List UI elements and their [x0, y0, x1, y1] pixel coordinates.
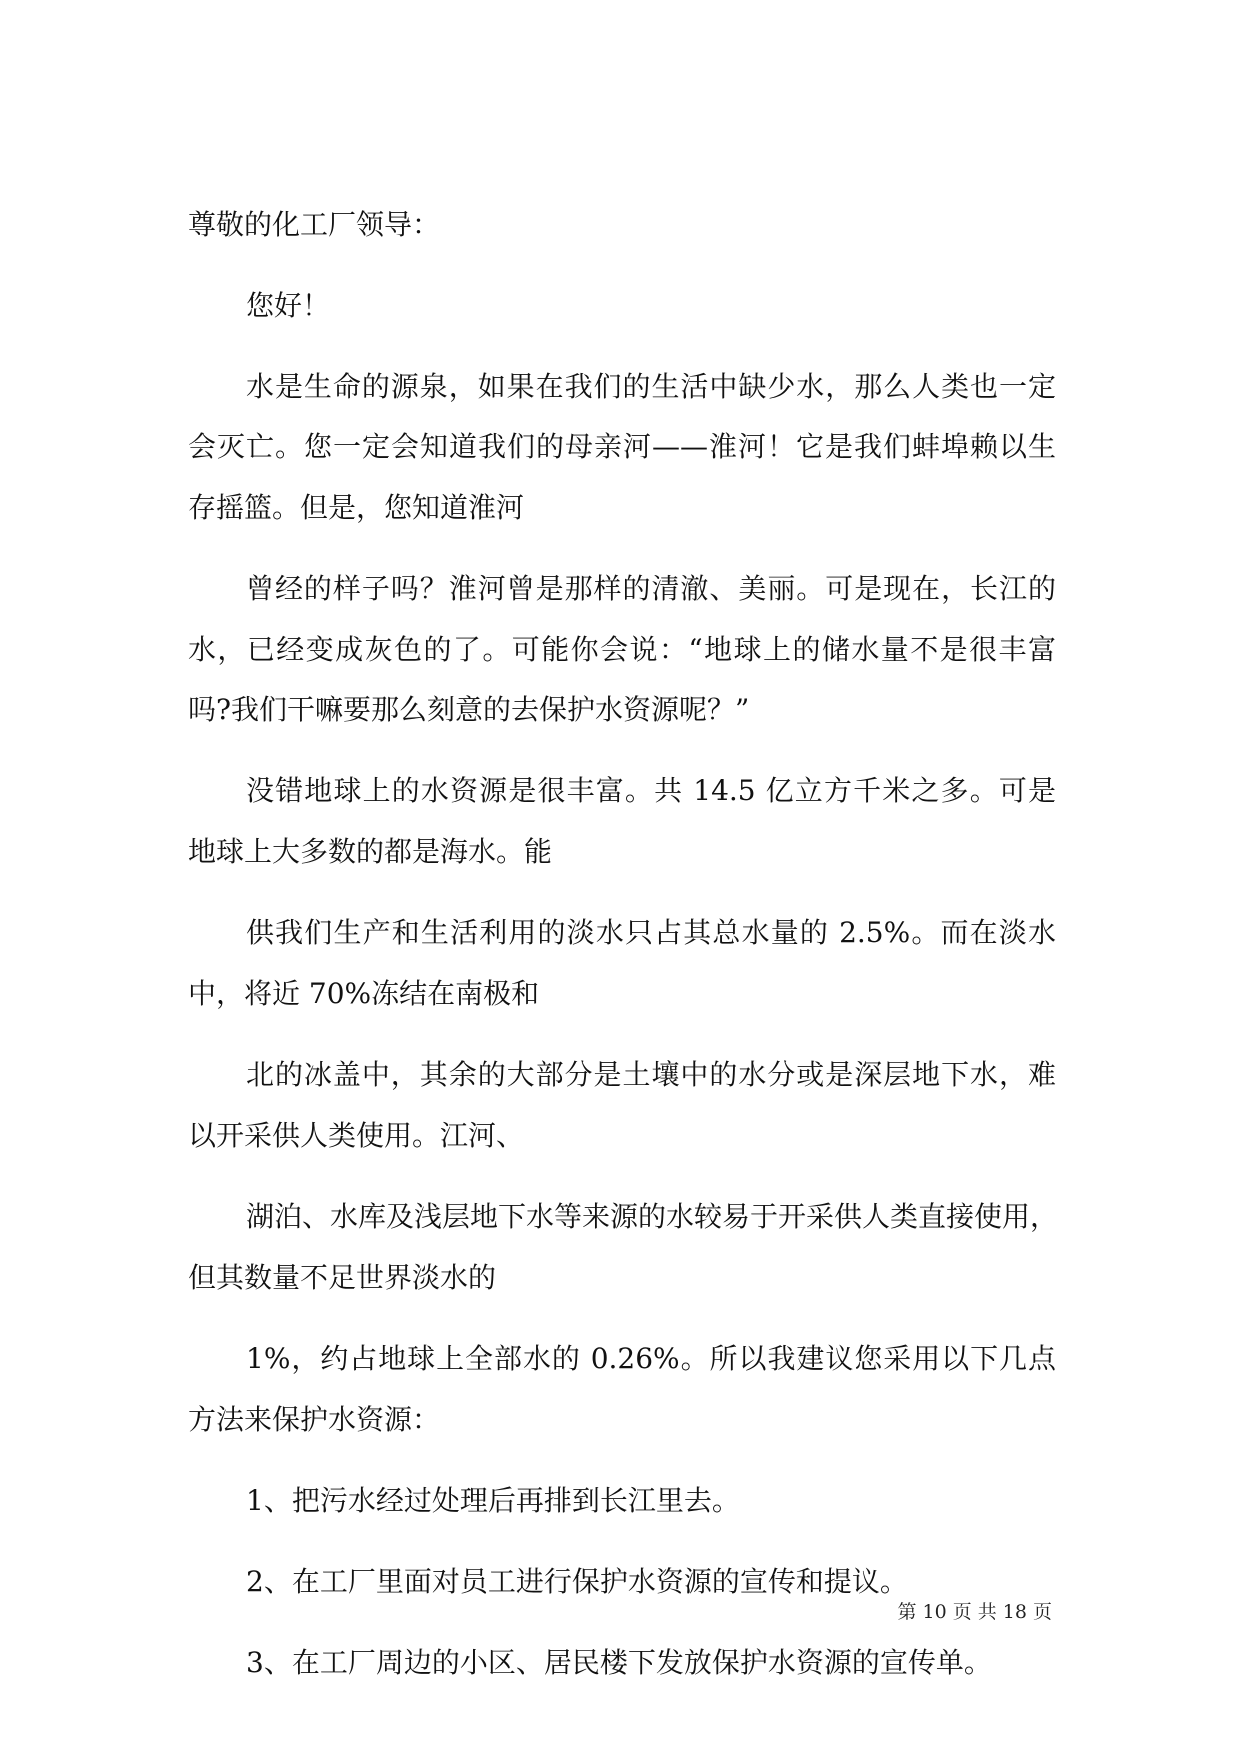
body-line: 吗?我们干嘛要那么刻意的去保护水资源呢？” — [188, 693, 750, 726]
body-line: 湖泊、水库及浅层地下水等来源的水较易于开采供人类直接使用， — [246, 1200, 1059, 1233]
body-line: 地球上大多数的都是海水。能 — [188, 835, 553, 868]
page-number-footer: 第 10 页 共 18 页 — [897, 1601, 1052, 1623]
greeting: 您好！ — [246, 289, 331, 322]
body-line: 1%，约占地球上全部水的 0.26%。所以我建议您采用以下几点 — [246, 1342, 1056, 1375]
body-line: 方法来保护水资源： — [188, 1403, 441, 1436]
body-line: 水，已经变成灰色的了。可能你会说：“地球上的储水量不是很丰富 — [188, 633, 1056, 666]
body-line: 供我们生产和生活利用的淡水只占其总水量的 2.5%。而在淡水 — [246, 916, 1056, 949]
body-line: 曾经的样子吗？淮河曾是那样的清澈、美丽。可是现在，长江的 — [246, 572, 1056, 605]
body-line: 存摇篮。但是，您知道淮河 — [188, 491, 525, 524]
salutation: 尊敬的化工厂领导： — [188, 208, 441, 241]
list-item: 1、把污水经过处理后再排到长江里去。 — [246, 1484, 740, 1517]
body-line: 中，将近 70%冻结在南极和 — [188, 977, 540, 1010]
body-line: 北的冰盖中，其余的大部分是土壤中的水分或是深层地下水，难 — [246, 1058, 1056, 1091]
body-line: 没错地球上的水资源是很丰富。共 14.5 亿立方千米之多。可是 — [246, 774, 1056, 807]
body-line: 水是生命的源泉，如果在我们的生活中缺少水，那么人类也一定 — [246, 370, 1056, 403]
list-item: 2、在工厂里面对员工进行保护水资源的宣传和提议。 — [246, 1565, 908, 1598]
body-line: 会灭亡。您一定会知道我们的母亲河——淮河！它是我们蚌埠赖以生 — [188, 430, 1056, 463]
list-item: 3、在工厂周边的小区、居民楼下发放保护水资源的宣传单。 — [246, 1646, 992, 1679]
body-line: 但其数量不足世界淡水的 — [188, 1261, 497, 1294]
body-line: 以开采供人类使用。江河、 — [188, 1119, 525, 1152]
